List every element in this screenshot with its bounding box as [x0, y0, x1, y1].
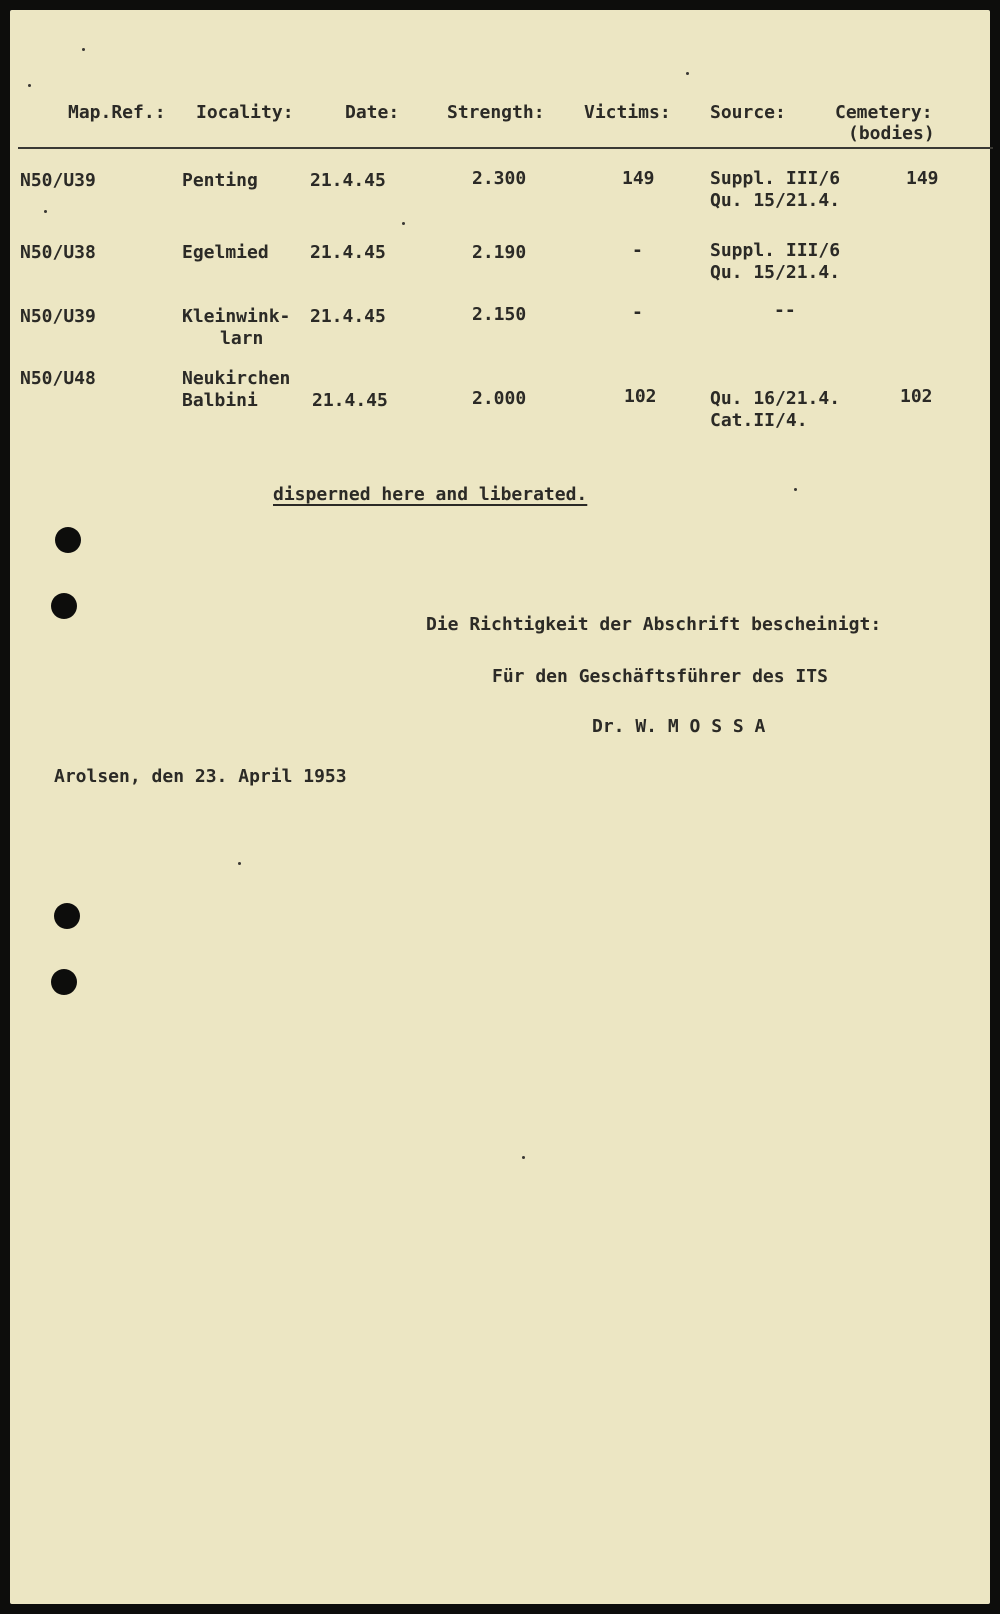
note-text: disperned here and liberated. [273, 484, 588, 505]
table-row-2-source-1: Suppl. III/6 [710, 240, 841, 261]
table-row-1-locality: Penting [182, 170, 258, 191]
table-row-3-source-1: -- [774, 300, 796, 321]
punch-hole [54, 903, 80, 929]
speck [402, 222, 405, 225]
table-row-1-source-1: Suppl. III/6 [710, 168, 841, 189]
table-row-1-source-2: Qu. 15/21.4. [710, 190, 841, 211]
punch-hole [51, 593, 77, 619]
table-row-4-date: 21.4.45 [312, 390, 388, 411]
table-row-4-source-2: Cat.II/4. [710, 410, 808, 431]
header-date: Date: [345, 102, 400, 123]
header-strength: Strength: [447, 102, 545, 123]
table-row-2-strength: 2.190 [472, 242, 527, 263]
certification-signatory: Dr. W. M O S S A [592, 716, 766, 737]
table-row-3-date: 21.4.45 [310, 306, 386, 327]
speck [794, 488, 797, 491]
table-row-3-locality-1: Kleinwink- [182, 306, 291, 327]
speck [686, 72, 689, 75]
table-row-2-victims: - [632, 240, 643, 261]
table-row-4-locality-2: Balbini [182, 390, 258, 411]
table-row-3-strength: 2.150 [472, 304, 527, 325]
document-page [10, 10, 990, 1604]
speck [28, 84, 31, 87]
table-row-4-strength: 2.000 [472, 388, 527, 409]
certification-line-1: Die Richtigkeit der Abschrift bescheinigt: [426, 614, 882, 635]
table-row-4-map-ref: N50/U48 [20, 368, 96, 389]
table-row-4-cemetery: 102 [900, 386, 933, 407]
table-row-2-locality: Egelmied [182, 242, 269, 263]
table-row-1-map-ref: N50/U39 [20, 170, 96, 191]
table-row-4-victims: 102 [624, 386, 657, 407]
place-and-date: Arolsen, den 23. April 1953 [54, 766, 347, 787]
header-cemetery: Cemetery: [835, 102, 933, 123]
speck [522, 1156, 525, 1159]
table-row-2-source-2: Qu. 15/21.4. [710, 262, 841, 283]
table-row-3-locality-2: larn [220, 328, 264, 349]
certification-line-2: Für den Geschäftsführer des ITS [492, 666, 828, 687]
header-cemetery-sub: (bodies) [848, 123, 935, 144]
table-row-3-victims: - [632, 302, 643, 323]
table-row-4-source-1: Qu. 16/21.4. [710, 388, 841, 409]
table-row-1-victims: 149 [622, 168, 655, 189]
punch-hole [51, 969, 77, 995]
speck [82, 48, 85, 51]
header-victims: Victims: [584, 102, 671, 123]
punch-hole [55, 527, 81, 553]
table-row-4-locality-1: Neukirchen [182, 368, 291, 389]
table-row-2-date: 21.4.45 [310, 242, 386, 263]
header-map-ref: Map.Ref.: [68, 102, 166, 123]
table-row-1-cemetery: 149 [906, 168, 939, 189]
header-locality: Iocality: [196, 102, 294, 123]
table-row-3-map-ref: N50/U39 [20, 306, 96, 327]
speck [44, 210, 47, 213]
table-row-1-strength: 2.300 [472, 168, 527, 189]
speck [238, 862, 241, 865]
header-source: Source: [710, 102, 786, 123]
table-row-1-date: 21.4.45 [310, 170, 386, 191]
table-row-2-map-ref: N50/U38 [20, 242, 96, 263]
header-rule [18, 147, 993, 149]
